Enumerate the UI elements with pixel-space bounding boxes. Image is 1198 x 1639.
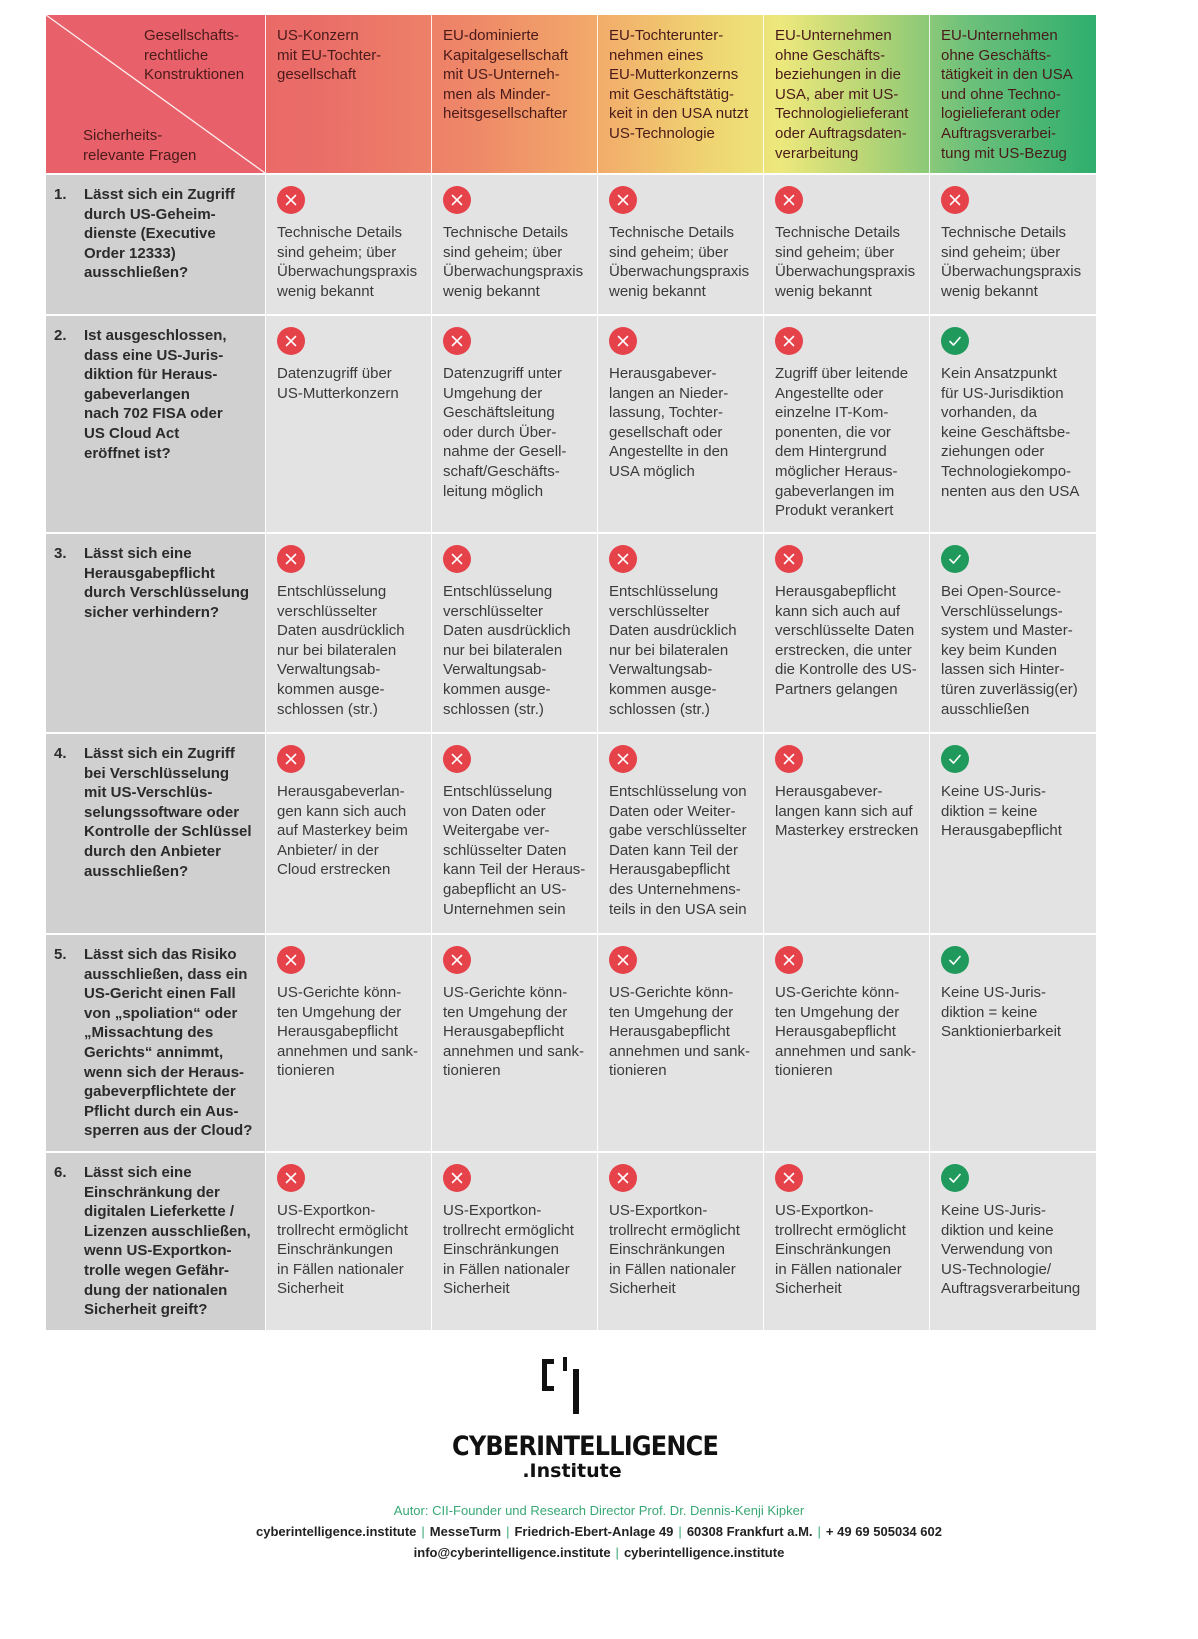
x-circle-icon bbox=[609, 545, 637, 573]
answer-text: Technische Details sind geheim; über Überwachungspraxis wenig bekannt bbox=[609, 224, 750, 300]
table-row bbox=[46, 1151, 1096, 1330]
table-body bbox=[46, 173, 1096, 1330]
answer-cell bbox=[265, 935, 431, 1151]
answer-cell bbox=[597, 935, 763, 1151]
x-circle-icon bbox=[941, 186, 969, 214]
question-cell bbox=[46, 1153, 265, 1330]
question-cell bbox=[46, 316, 265, 532]
answer-cell bbox=[431, 534, 597, 732]
x-circle-icon bbox=[775, 327, 803, 355]
answer-text: US-Gerichte könn- ten Umgehung der Herausgabepflicht annehmen und sank- tionieren bbox=[443, 984, 584, 1080]
separator: | bbox=[615, 1545, 619, 1560]
x-circle-icon bbox=[609, 946, 637, 974]
x-circle-icon bbox=[443, 745, 471, 773]
answer-cell bbox=[763, 935, 929, 1151]
answer-text: Technische Details sind geheim; über Überwachungspraxis wenig bekannt bbox=[775, 224, 916, 300]
phone-text[interactable]: + 49 69 505034 602 bbox=[825, 1524, 942, 1539]
question-number: 3. bbox=[54, 545, 67, 562]
check-circle-icon bbox=[941, 946, 969, 974]
question-cell bbox=[46, 734, 265, 933]
answer-cell bbox=[929, 175, 1096, 314]
column-header: EU-dominierte Kapitalgesellschaft mit US-Unterneh- men als Minder- heitsgesellschafter bbox=[431, 15, 597, 173]
separator: | bbox=[817, 1524, 821, 1539]
question-number: 1. bbox=[54, 186, 67, 203]
answer-cell bbox=[431, 175, 597, 314]
answer-cell bbox=[431, 316, 597, 532]
comparison-table bbox=[46, 15, 1096, 1330]
city-text: 60308 Frankfurt a.M. bbox=[686, 1524, 813, 1539]
check-circle-icon bbox=[941, 745, 969, 773]
answer-cell bbox=[597, 316, 763, 532]
question-text: Lässt sich das Risiko ausschließen, dass ein US-Gericht einen Fall von „spoliation“ oder „Missachtung des Gerichts“ annimmt, wenn sich der Heraus- gabeverpflichtete der Pflicht durch ein Aus- sperren aus der Cloud? bbox=[84, 946, 253, 1140]
answer-text: Entschlüsselung verschlüsselter Daten ausdrücklich nur bei bilateralen Verwaltungsab- kommen ausge- schlossen (str.) bbox=[609, 583, 737, 718]
answer-cell bbox=[929, 534, 1096, 732]
check-circle-icon bbox=[941, 1164, 969, 1192]
answer-cell bbox=[431, 1153, 597, 1330]
question-text: Ist ausgeschlossen, dass eine US-Juris- diktion für Heraus- gabeverlangen nach 702 FISA oder US Cloud Act eröffnet ist? bbox=[84, 327, 227, 462]
answer-text: US-Exportkon- trollrecht ermöglicht Einschränkungen in Fällen nationaler Sicherheit bbox=[277, 1202, 408, 1298]
email-link[interactable]: info@cyberintelligence.institute bbox=[413, 1545, 611, 1560]
answer-cell bbox=[265, 175, 431, 314]
street-text: Friedrich-Ebert-Anlage 49 bbox=[514, 1524, 674, 1539]
answer-text: Herausgabeverlan- gen kann sich auch auf Masterkey beim Anbieter/ in der Cloud erstrecken bbox=[277, 783, 408, 879]
website-text[interactable]: cyberintelligence.institute bbox=[256, 1524, 417, 1539]
table-row bbox=[46, 173, 1096, 314]
question-number: 2. bbox=[54, 327, 67, 344]
table-row bbox=[46, 532, 1096, 732]
answer-cell bbox=[431, 734, 597, 933]
answer-text: Entschlüsselung verschlüsselter Daten ausdrücklich nur bei bilateralen Verwaltungsab- kommen ausge- schlossen (str.) bbox=[443, 583, 571, 718]
answer-text: US-Gerichte könn- ten Umgehung der Herausgabepflicht annehmen und sank- tionieren bbox=[277, 984, 418, 1080]
building-text: MesseTurm bbox=[429, 1524, 502, 1539]
x-circle-icon bbox=[609, 1164, 637, 1192]
answer-text: Zugriff über leitende Angestellte oder einzelne IT-Kom- ponenten, die vor dem Hintergrund möglicher Heraus- gabeverlangen im Produkt verankert bbox=[775, 365, 909, 520]
x-circle-icon bbox=[277, 946, 305, 974]
x-circle-icon bbox=[277, 545, 305, 573]
separator: | bbox=[678, 1524, 682, 1539]
answer-cell bbox=[265, 316, 431, 532]
column-header: US-Konzern mit EU-Tochter- gesellschaft bbox=[265, 15, 431, 173]
logo-subline: .Institute bbox=[522, 1460, 622, 1482]
question-cell bbox=[46, 935, 265, 1151]
question-text: Lässt sich eine Herausgabepflicht durch Verschlüsselung sicher verhindern? bbox=[84, 545, 250, 621]
column-header: EU-Tochterunter- nehmen eines EU-Mutterkonzerns mit Geschäftstätig- keit in den USA nutzt US-Technologie bbox=[597, 15, 763, 173]
check-circle-icon bbox=[941, 545, 969, 573]
website-link[interactable]: cyberintelligence.institute bbox=[623, 1545, 785, 1560]
x-circle-icon bbox=[277, 186, 305, 214]
answer-cell bbox=[265, 1153, 431, 1330]
answer-text: Entschlüsselung von Daten oder Weiter- gabe verschlüsselter Daten kann Teil der Herausgabepflicht des Unternehmens- teils in den USA sein bbox=[609, 783, 747, 918]
x-circle-icon bbox=[277, 1164, 305, 1192]
x-circle-icon bbox=[775, 545, 803, 573]
answer-text: Herausgabepflicht kann sich auch auf verschlüsselte Daten erstrecken, die unter die Kontrolle des US- Partners gelangen bbox=[775, 583, 917, 698]
x-circle-icon bbox=[775, 1164, 803, 1192]
answer-cell bbox=[929, 1153, 1096, 1330]
x-circle-icon bbox=[775, 745, 803, 773]
corner-label-constructions: Gesellschafts- rechtliche Konstruktionen bbox=[144, 27, 245, 84]
answer-cell bbox=[763, 1153, 929, 1330]
answer-text: US-Exportkon- trollrecht ermöglicht Einschränkungen in Fällen nationaler Sicherheit bbox=[775, 1202, 906, 1298]
answer-text: US-Gerichte könn- ten Umgehung der Herausgabepflicht annehmen und sank- tionieren bbox=[775, 984, 916, 1080]
contact-line bbox=[0, 1545, 1198, 1560]
answer-text: Herausgabever- langen an Nieder- lassung, Tochter- gesellschaft oder Angestellte in den USA möglich bbox=[609, 365, 729, 480]
table-row bbox=[46, 732, 1096, 933]
answer-text: Keine US-Juris- diktion = keine Sanktionierbarkeit bbox=[941, 984, 1062, 1041]
answer-cell bbox=[763, 734, 929, 933]
separator: | bbox=[506, 1524, 510, 1539]
answer-text: US-Gerichte könn- ten Umgehung der Herausgabepflicht annehmen und sank- tionieren bbox=[609, 984, 750, 1080]
x-circle-icon bbox=[443, 186, 471, 214]
logo-wordmark: CYBERINTELLIGENCE bbox=[452, 1430, 719, 1462]
x-circle-icon bbox=[443, 545, 471, 573]
answer-text: Keine US-Juris- diktion und keine Verwendung von US-Technologie/ Auftragsverarbeitung bbox=[941, 1202, 1081, 1298]
answer-text: Herausgabever- langen kann sich auf Masterkey erstrecken bbox=[775, 783, 919, 840]
answer-cell bbox=[597, 534, 763, 732]
answer-text: Entschlüsselung von Daten oder Weitergabe ver- schlüsselter Daten kann Teil der Heraus- gabepflicht an US- Unternehmen sein bbox=[443, 783, 586, 918]
question-cell bbox=[46, 175, 265, 314]
answer-cell bbox=[265, 534, 431, 732]
question-cell bbox=[46, 534, 265, 732]
question-number: 4. bbox=[54, 745, 67, 762]
check-circle-icon bbox=[941, 327, 969, 355]
question-text: Lässt sich ein Zugriff bei Verschlüsselung mit US-Verschlüs- selungssoftware oder Kontrolle der Schlüssel durch den Anbieter ausschließen? bbox=[84, 745, 252, 880]
address-line bbox=[0, 1524, 1198, 1539]
answer-text: Technische Details sind geheim; über Überwachungspraxis wenig bekannt bbox=[443, 224, 584, 300]
x-circle-icon bbox=[609, 327, 637, 355]
x-circle-icon bbox=[443, 1164, 471, 1192]
answer-text: US-Exportkon- trollrecht ermöglicht Einschränkungen in Fällen nationaler Sicherheit bbox=[609, 1202, 740, 1298]
x-circle-icon bbox=[443, 327, 471, 355]
answer-cell bbox=[597, 175, 763, 314]
answer-text: Entschlüsselung verschlüsselter Daten ausdrücklich nur bei bilateralen Verwaltungsab- kommen ausge- schlossen (str.) bbox=[277, 583, 405, 718]
answer-text: Bei Open-Source- Verschlüsselungs- system und Master- key beim Kunden lassen sich Hinter- türen zuverlässig(er) ausschließen bbox=[941, 583, 1078, 718]
x-circle-icon bbox=[277, 327, 305, 355]
x-circle-icon bbox=[609, 745, 637, 773]
answer-text: Technische Details sind geheim; über Überwachungspraxis wenig bekannt bbox=[941, 224, 1082, 300]
answer-cell bbox=[763, 175, 929, 314]
answer-cell bbox=[763, 534, 929, 732]
answer-cell bbox=[763, 316, 929, 532]
answer-cell bbox=[265, 734, 431, 933]
header-corner-cell bbox=[46, 15, 265, 173]
author-line: Autor: CII-Founder und Research Director Prof. Dr. Dennis-Kenji Kipker bbox=[393, 1503, 805, 1518]
question-number: 5. bbox=[54, 946, 67, 963]
corner-label-questions: Sicherheits- relevante Fragen bbox=[83, 127, 197, 164]
answer-text: Datenzugriff über US-Mutterkonzern bbox=[277, 365, 399, 402]
answer-cell bbox=[929, 734, 1096, 933]
x-circle-icon bbox=[609, 186, 637, 214]
column-header: EU-Unternehmen ohne Geschäfts- beziehungen in die USA, aber mit US- Technologielieferant oder Auftragsdaten- verarbeitung bbox=[763, 15, 929, 173]
answer-cell bbox=[929, 935, 1096, 1151]
answer-cell bbox=[929, 316, 1096, 532]
answer-cell bbox=[431, 935, 597, 1151]
x-circle-icon bbox=[443, 946, 471, 974]
answer-text: Technische Details sind geheim; über Überwachungspraxis wenig bekannt bbox=[277, 224, 418, 300]
table-row bbox=[46, 933, 1096, 1151]
separator: | bbox=[421, 1524, 425, 1539]
x-circle-icon bbox=[775, 946, 803, 974]
table-header bbox=[46, 15, 1096, 173]
x-circle-icon bbox=[775, 186, 803, 214]
question-number: 6. bbox=[54, 1164, 67, 1181]
answer-cell bbox=[597, 1153, 763, 1330]
answer-cell bbox=[597, 734, 763, 933]
answer-text: Keine US-Juris- diktion = keine Herausgabepflicht bbox=[941, 783, 1062, 840]
column-header: EU-Unternehmen ohne Geschäfts- tätigkeit in den USA und ohne Techno- logielieferant oder Auftragsverarbei- tung mit US-Bezug bbox=[929, 15, 1096, 173]
answer-text: Kein Ansatzpunkt für US-Jurisdiktion vorhanden, da keine Geschäftsbe- ziehungen oder Technologiekompo- nenten aus den USA bbox=[941, 365, 1080, 500]
answer-text: US-Exportkon- trollrecht ermöglicht Einschränkungen in Fällen nationaler Sicherheit bbox=[443, 1202, 574, 1298]
question-text: Lässt sich ein Zugriff durch US-Geheim- dienste (Executive Order 12333) ausschließen? bbox=[84, 186, 235, 282]
question-text: Lässt sich eine Einschränkung der digitalen Lieferkette / Lizenzen ausschließen, wenn US-Exportkon- trolle wegen Gefähr- dung der nationalen Sicherheit greift? bbox=[84, 1164, 251, 1319]
table-row bbox=[46, 314, 1096, 532]
answer-text: Datenzugriff unter Umgehung der Geschäftsleitung oder durch Über- nahme der Gesell- schaft/Geschäfts- leitung möglich bbox=[443, 365, 567, 500]
x-circle-icon bbox=[277, 745, 305, 773]
